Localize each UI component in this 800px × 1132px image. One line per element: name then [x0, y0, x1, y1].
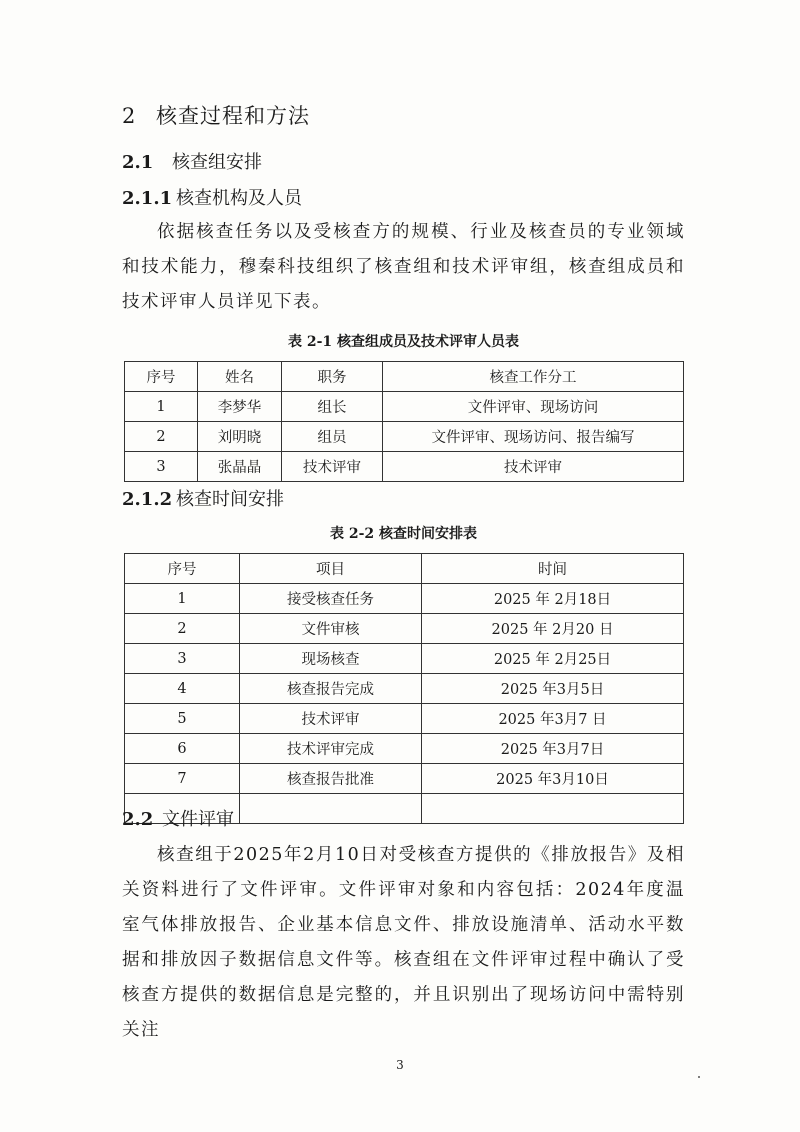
subsection-title: 核查组安排	[172, 152, 262, 173]
table-cell: 现场核查	[240, 644, 422, 674]
table-cell: 1	[125, 392, 198, 422]
table-cell: 李梦华	[198, 392, 282, 422]
table-cell: 1	[125, 584, 240, 614]
table-cell: 7	[125, 764, 240, 794]
table-cell: 刘明晓	[198, 422, 282, 452]
table-cell	[240, 794, 422, 824]
header-cell: 姓名	[198, 362, 282, 392]
table1-caption: 表 2-1 核查组成员及技术评审人员表	[287, 334, 520, 350]
schedule-table	[124, 553, 684, 824]
section-heading	[122, 100, 310, 130]
table-cell: 2	[125, 614, 240, 644]
table-cell	[422, 794, 684, 824]
header-cell: 项目	[240, 554, 422, 584]
subsection-title: 核查机构及人员	[176, 188, 302, 209]
paragraph-team: 依据核查任务以及受核查方的规模、行业及核查员的专业领域和技术能力，穆秦科技组织了核查组和技术评审组，核查组成员和技术评审人员详见下表。	[122, 222, 685, 312]
table-cell: 文件评审、现场访问	[383, 392, 684, 422]
table-row	[125, 584, 684, 614]
table-cell: 2025 年 2月25日	[422, 644, 684, 674]
table-row	[125, 674, 684, 704]
paragraph-document-review: 核查组于2025年2月10日对受核查方提供的《排放报告》及相关资料进行了文件评审。文件评审对象和内容包括：2024年度温室气体排放报告、企业基本信息文件、排放设施清单、活动水平数据和排放因子数据信息文件等。核查组在文件评审过程中确认了受核查方提供的数据信息是完整的，并且识别出了现场访问中需特别关注	[122, 845, 685, 1040]
subsection-title: 文件评审	[162, 809, 234, 830]
table-cell: 接受核查任务	[240, 584, 422, 614]
table-row	[125, 392, 684, 422]
table-row	[125, 452, 684, 482]
table-cell: 4	[125, 674, 240, 704]
table-cell: 5	[125, 704, 240, 734]
table-cell: 张晶晶	[198, 452, 282, 482]
subsection-heading-2-2	[122, 805, 234, 831]
section-title: 核查过程和方法	[156, 104, 310, 128]
section-number: 2	[122, 104, 137, 128]
header-cell: 职务	[282, 362, 383, 392]
table-cell: 核查报告批准	[240, 764, 422, 794]
team-table	[124, 361, 684, 482]
table2-caption: 表 2-2 核查时间安排表	[329, 526, 478, 542]
table-cell: 2025 年3月5日	[422, 674, 684, 704]
subsection-number: 2.1.2	[122, 489, 173, 510]
table-cell: 6	[125, 734, 240, 764]
scan-speck	[698, 1076, 700, 1078]
table-cell: 2025 年3月7 日	[422, 704, 684, 734]
header-cell: 序号	[125, 554, 240, 584]
header-cell: 核查工作分工	[383, 362, 684, 392]
table-cell: 2	[125, 422, 198, 452]
table-cell: 技术评审完成	[240, 734, 422, 764]
table-row	[125, 422, 684, 452]
header-cell: 序号	[125, 362, 198, 392]
table-row	[125, 704, 684, 734]
table-cell: 2025 年 2月20 日	[422, 614, 684, 644]
subsection-number: 2.1.1	[122, 188, 173, 209]
table-cell: 文件评审、现场访问、报告编写	[383, 422, 684, 452]
table-cell: 技术评审	[282, 452, 383, 482]
table-cell: 核查报告完成	[240, 674, 422, 704]
table-row	[125, 614, 684, 644]
subsection-heading-2-1-2	[122, 485, 284, 511]
table-row	[125, 644, 684, 674]
table-cell: 3	[125, 644, 240, 674]
table-cell: 组长	[282, 392, 383, 422]
subsection-number: 2.2	[122, 809, 154, 830]
subsection-heading-2-1	[122, 148, 262, 174]
table-cell: 2025 年3月10日	[422, 764, 684, 794]
table-cell: 文件审核	[240, 614, 422, 644]
table-cell: 2025 年 2月18日	[422, 584, 684, 614]
table-cell: 2025 年3月7日	[422, 734, 684, 764]
header-cell: 时间	[422, 554, 684, 584]
page-number: 3	[396, 1058, 404, 1072]
subsection-heading-2-1-1	[122, 184, 302, 210]
table-cell: 技术评审	[240, 704, 422, 734]
table-header-row	[125, 362, 684, 392]
table-cell: 技术评审	[383, 452, 684, 482]
table-header-row	[125, 554, 684, 584]
subsection-title: 核查时间安排	[176, 489, 284, 510]
table-cell: 3	[125, 452, 198, 482]
table-row	[125, 734, 684, 764]
subsection-number: 2.1	[122, 152, 154, 173]
table-row	[125, 764, 684, 794]
table-cell: 组员	[282, 422, 383, 452]
